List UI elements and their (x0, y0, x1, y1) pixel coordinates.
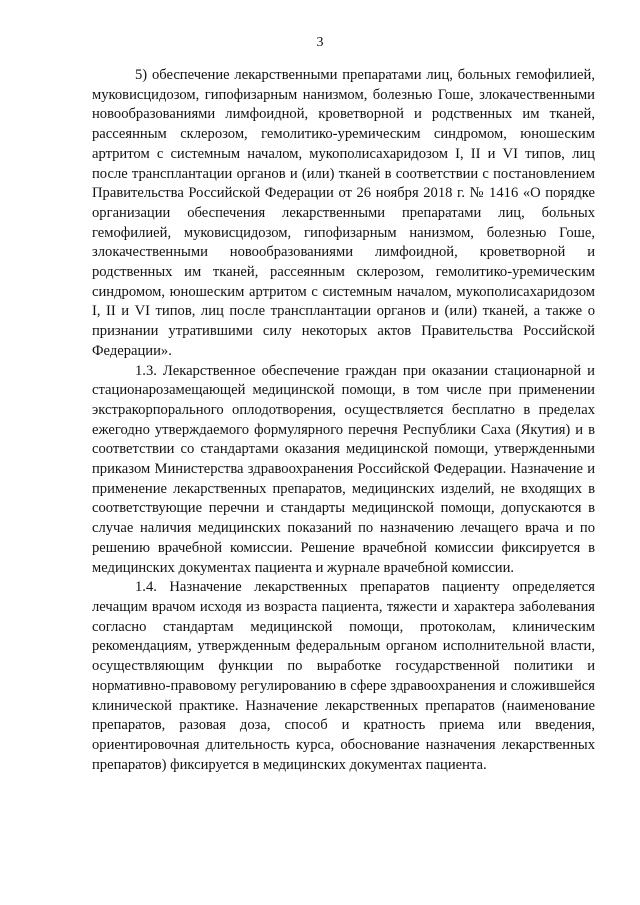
paragraph-1-4: 1.4. Назначение лекарственных препаратов пациенту определяется лечащим врачом исходя из возраста пациента, тяжести и характера заболевания согласно стандартам медицинской помощи, протоколам, клиническим рекомендациям, утвержденным федеральным органом исполнительной власти, осуществляющим функции по выработке государственной политики и нормативно-правовому регулированию в сфере здравоохранения и сложившейся клинической практике. Назначение лекарственных препаратов (наименование препаратов, разовая доза, способ и кратность приема или введения, ориентировочная длительность курса, обоснование назначения лекарственных препаратов) фиксируется в медицинских документах пациента. (92, 579, 595, 773)
page-number: 3 (316, 35, 324, 50)
paragraph-item-5: 5) обеспечение лекарственными препаратами лиц, больных гемофилией, муковисцидозом, гипофизарным нанизмом, болезнью Гоше, злокачественными новообразованиями лимфоидной, кроветворной и родственных им тканей, рассеянным склерозом, гемолитико-уремическим синдромом, юношеским артритом с системным началом, мукополисахаридозом I, II и VI типов, лиц после трансплантации органов и (или) тканей в соответствии с постановлением Правительства Российской Федерации от 26 ноября 2018 г. № 1416 «О порядке организации обеспечения лекарственными препаратами лиц, больных гемофилией, муковисцидозом, гипофизарным нанизмом, болезнью Гоше, злокачественными новообразованиями лимфоидной, кроветворной и родственных им тканей, рассеянным склерозом, гемолитико-уремическим синдромом, юношеским артритом с системным началом, мукополисахаридозом I, II и VI типов, лиц после трансплантации органов и (или) тканей, а также о признании утратившими силу некоторых актов Правительства Российской Федерации». (92, 67, 595, 359)
paragraph-1-3: 1.3. Лекарственное обеспечение граждан при оказании стационарной и стационарозамещающей медицинской помощи, в том числе при применении экстракорпорального оплодотворения, осуществляется бесплатно в пределах ежегодно утверждаемого формулярного перечня Республики Саха (Якутия) и в соответствии со стандартами оказания медицинской помощи, утвержденными приказом Министерства здравоохранения Российской Федерации. Назначение и применение лекарственных препаратов, медицинских изделий, не входящих в соответствующие перечни и стандарты медицинской помощи, допускаются в случае наличия медицинских показаний по назначению лечащего врача и по решению врачебной комиссии. Решение врачебной комиссии фиксируется в медицинских документах пациента и журнале врачебной комиссии. (92, 362, 595, 576)
document-body (92, 66, 595, 775)
